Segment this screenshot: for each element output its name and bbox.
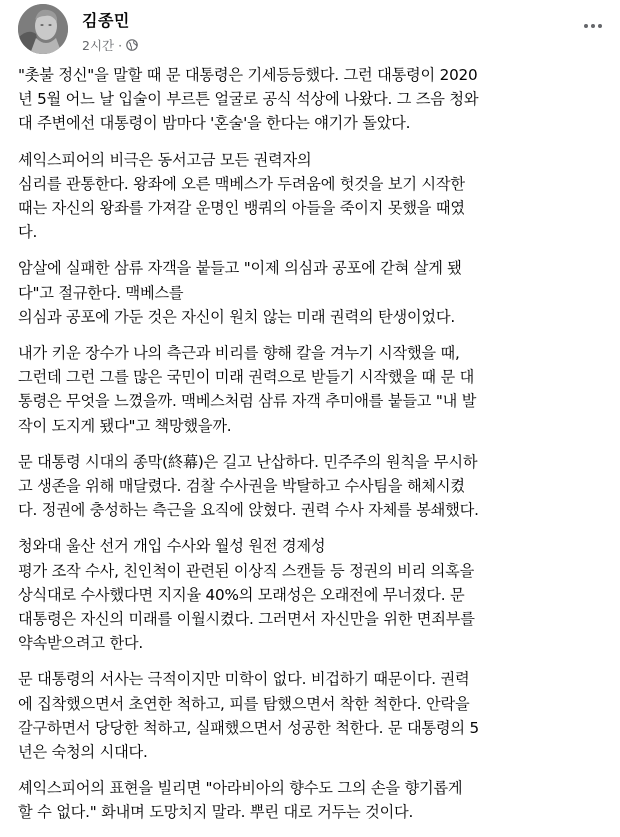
text-line: 다"고 절규한다. 맥베스를 [18,283,184,302]
text-line: 에 집착했으면서 초연한 척하고, 피를 탐했으면서 착한 척한다. 안락을 [18,694,470,713]
text-line: 갈구하면서 당당한 척하고, 실패했으면서 성공한 척한다. 문 대통령의 5 [18,718,479,737]
text-line: 할 수 없다." 화내며 도망치지 말라. 뿌린 대로 거두는 것이다. [18,803,414,822]
paragraph-6 [18,534,614,655]
paragraph-2 [18,148,614,245]
text-line: 다. 정권에 충성하는 측근을 요직에 앉혔다. 권력 수사 자체를 봉쇄했다. [18,501,479,520]
text-line: 다. [18,223,38,242]
text-line: 심리를 관통한다. 왕좌에 오른 맥베스가 두려움에 헛것을 보기 시작한 [18,174,465,193]
profile-picture [18,4,68,54]
text-line: 평가 조작 수사, 친인척이 관련된 이상직 스캔들 등 정권의 비리 의혹을 [18,561,475,580]
text-line: 때는 자신의 왕좌를 가져갈 운명인 뱅쿼의 아들을 죽이지 못했을 때였 [18,199,465,218]
paragraph-7 [18,667,614,764]
text-line: 약속받으려고 한다. [18,634,144,653]
text-line: 년 5월 어느 날 입술이 부르튼 얼굴로 공식 석상에 나왔다. 그 즈음 청와 [18,90,479,109]
text-line: 문 대통령 시대의 종막(終幕)은 길고 난삽하다. 민주주의 원칙을 무시하 [18,452,478,471]
paragraph-3 [18,256,614,329]
author-name[interactable]: 김종민 [82,11,130,30]
text-line: 암살에 실패한 삼류 자객을 붙들고 "이제 의심과 공포에 갇혀 살게 됐 [18,259,462,278]
text-line: 문 대통령의 서사는 극적이지만 미학이 없다. 비겁하기 때문이다. 권력 [18,670,470,689]
text-line: 상식대로 수사했다면 지지율 40%의 모래성은 오래전에 무너졌다. 문 [18,585,465,604]
text-line: 셰익스피어의 표현을 빌리면 "아라비아의 향수도 그의 손을 향기롭게 [18,779,463,798]
text-line: 대통령은 자신의 미래를 이월시켰다. 그러면서 자신만을 위한 면죄부를 [18,610,475,629]
text-line: 대 주변에선 대통령이 밤마다 '혼술'을 한다는 얘기가 돌았다. [18,114,411,133]
text-line: 년은 숙청의 시대다. [18,743,148,762]
text-line: 셰익스피어의 비극은 동서고금 모든 권력자의 [18,150,312,169]
text-line: 그런데 그런 그를 많은 국민이 미래 권력으로 받들기 시작했을 때 문 대 [18,368,475,387]
globe-icon[interactable] [126,39,138,51]
paragraph-5 [18,450,614,523]
post-header [14,2,612,56]
text-line: 의심과 공포에 가둔 것은 자신이 원치 않는 미래 권력의 탄생이었다. [18,307,455,326]
paragraph-8 [18,776,614,824]
text-line: 내가 키운 장수가 나의 측근과 비리를 향해 칼을 겨누기 시작했을 때, [18,344,460,363]
text-line: 통령은 무엇을 느꼈을까. 맥베스처럼 삼류 자객 추미애를 붙들고 "내 발 [18,392,477,411]
separator-dot: · [118,37,123,53]
text-line: "촛불 정신"을 말할 때 문 대통령은 기세등등했다. 그런 대통령이 2020 [18,66,478,84]
text-line: 고 생존을 위해 매달렸다. 검찰 수사권을 박탈하고 수사팀을 해체시켰 [18,477,465,496]
text-line: 작이 도지게 됐다"고 책망했을까. [18,416,232,435]
more-options-icon[interactable] [576,16,610,36]
post-content [18,63,614,837]
text-line: 청와대 울산 선거 개입 수사와 월성 원전 경제성 [18,537,326,556]
paragraph-1 [18,63,614,136]
avatar[interactable] [18,4,68,54]
post-meta [82,36,138,54]
post-time[interactable]: 2시간 [82,38,115,53]
paragraph-4 [18,341,614,438]
